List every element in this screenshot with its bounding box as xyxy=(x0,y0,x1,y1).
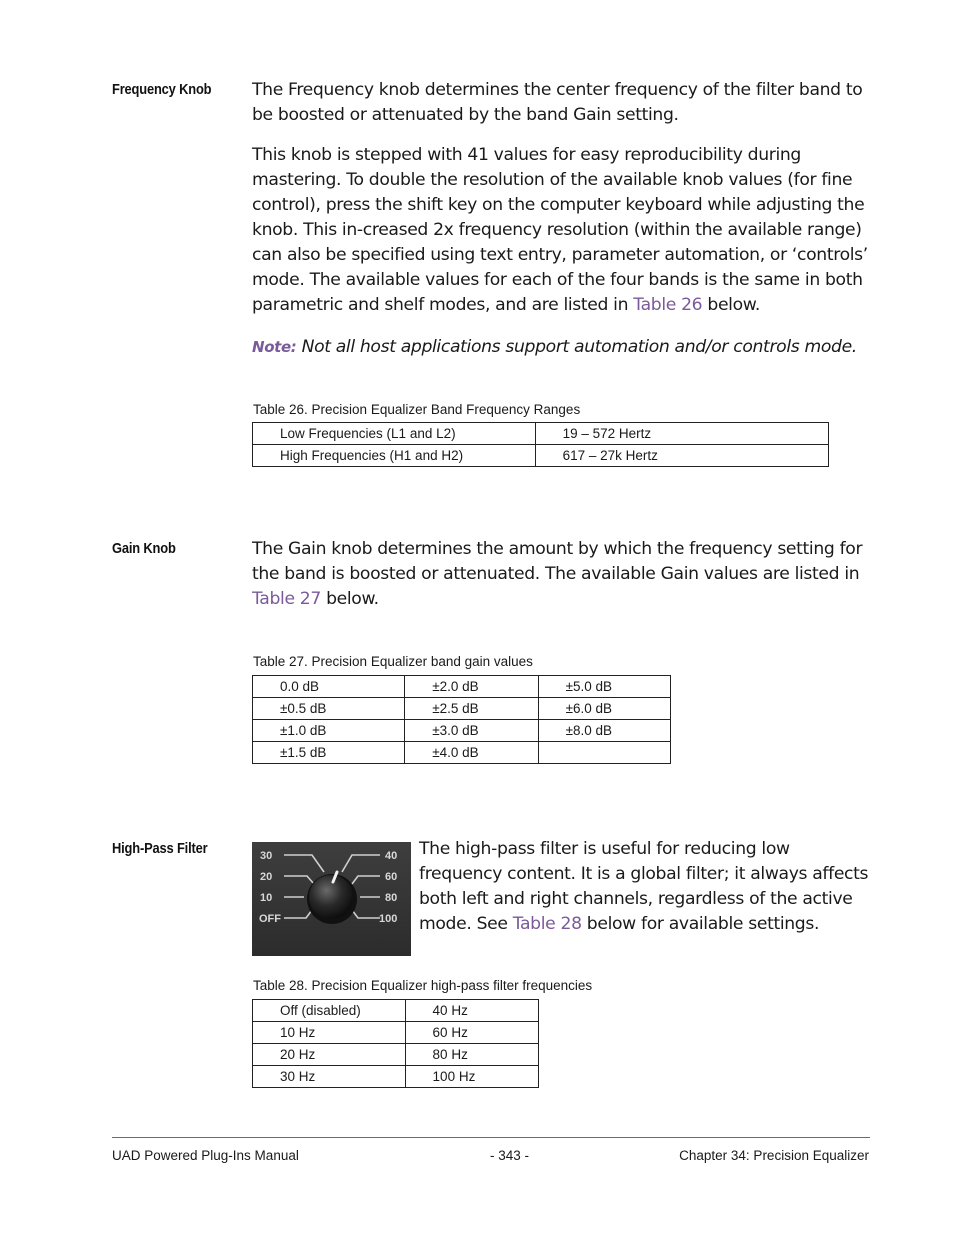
table-cell: ±6.0 dB xyxy=(538,698,670,720)
table-28 xyxy=(252,999,539,1088)
table-27 xyxy=(252,675,671,764)
frequency-para-1: The Frequency knob determines the center frequency of the filter band to be boosted or attenuated by the band Gain setting. xyxy=(252,80,863,125)
table-cell: 617 – 27k Hertz xyxy=(535,445,828,467)
gain-knob-section xyxy=(252,537,868,612)
knob-label-20: 20 xyxy=(260,871,273,883)
table-row xyxy=(253,423,829,445)
table-cell: 40 Hz xyxy=(405,1000,538,1022)
table-row xyxy=(253,1000,539,1022)
gain-para xyxy=(252,537,868,612)
high-pass-filter-heading: High-Pass Filter xyxy=(112,840,208,857)
table-row xyxy=(253,1022,539,1044)
gain-knob-heading: Gain Knob xyxy=(112,540,176,557)
table-cell: 0.0 dB xyxy=(253,676,405,698)
frequency-knob-section xyxy=(252,78,868,360)
knob-body xyxy=(309,875,353,919)
table-cell: ±1.0 dB xyxy=(253,720,405,742)
table-cell: ±1.5 dB xyxy=(253,742,405,764)
frequency-para-2-tail: below. xyxy=(702,295,760,315)
table-cell: ±0.5 dB xyxy=(253,698,405,720)
table-cell: 30 Hz xyxy=(253,1066,406,1088)
table-cell: ±5.0 dB xyxy=(538,676,670,698)
table-cell: Low Frequencies (L1 and L2) xyxy=(253,423,536,445)
table-row xyxy=(253,742,671,764)
table-cell: ±2.0 dB xyxy=(405,676,538,698)
knob-label-40: 40 xyxy=(385,850,398,862)
knob-label-30: 30 xyxy=(260,850,273,862)
table-row xyxy=(253,1066,539,1088)
table-cell: 100 Hz xyxy=(405,1066,538,1088)
frequency-note xyxy=(252,335,868,360)
table-cell: 10 Hz xyxy=(253,1022,406,1044)
table-27-link[interactable]: Table 27 xyxy=(252,589,321,609)
note-text: Not all host applications support automation and/or controls mode. xyxy=(296,337,857,357)
footer-page-number: - 343 - xyxy=(490,1148,530,1163)
gain-para-tail: below. xyxy=(320,589,379,609)
table-cell: ±4.0 dB xyxy=(405,742,538,764)
table-cell: 80 Hz xyxy=(405,1044,538,1066)
table-28-link[interactable]: Table 28 xyxy=(512,914,582,934)
table-row xyxy=(253,1044,539,1066)
table-cell xyxy=(538,742,670,764)
frequency-para-2 xyxy=(252,143,868,318)
table-28-caption: Table 28. Precision Equalizer high-pass filter frequencies xyxy=(253,978,593,993)
gain-para-text: The Gain knob determines the amount by which the frequency setting for the band is boosted or attenuated. The available Gain values are listed in xyxy=(252,539,863,584)
table-cell: ±8.0 dB xyxy=(538,720,670,742)
high-pass-knob-image xyxy=(252,842,411,956)
high-pass-section xyxy=(419,837,869,937)
table-row xyxy=(253,720,671,742)
table-cell: ±3.0 dB xyxy=(405,720,538,742)
knob-label-100: 100 xyxy=(379,913,398,925)
knob-label-60: 60 xyxy=(385,871,398,883)
table-cell: 19 – 572 Hertz xyxy=(535,423,828,445)
table-26-link[interactable]: Table 26 xyxy=(633,295,703,315)
table-row xyxy=(253,698,671,720)
table-cell: 60 Hz xyxy=(405,1022,538,1044)
knob-label-10: 10 xyxy=(260,892,273,904)
table-cell: High Frequencies (H1 and H2) xyxy=(253,445,536,467)
table-cell: Off (disabled) xyxy=(253,1000,406,1022)
note-label: Note: xyxy=(252,338,297,356)
frequency-para-2-text: This knob is stepped with 41 values for easy reproducibility during mastering. To double the resolution of the available knob values (for fine control), press the shift key on the computer keyboard while adjusting the knob. This in-creased 2x frequency resolution (within the available range) can also be specified using text entry, parameter automation, or ‘controls’ mode. The available values for each of the four bands is the same in both parametric and shelf modes, and are listed in xyxy=(252,145,868,315)
table-cell: 20 Hz xyxy=(253,1044,406,1066)
high-pass-para xyxy=(419,837,869,937)
frequency-knob-heading: Frequency Knob xyxy=(112,81,212,98)
table-26-caption: Table 26. Precision Equalizer Band Frequency Ranges xyxy=(253,402,581,417)
table-row xyxy=(253,676,671,698)
high-pass-para-tail: below for available settings. xyxy=(581,914,820,934)
table-26 xyxy=(252,422,829,467)
table-27-caption: Table 27. Precision Equalizer band gain values xyxy=(253,654,533,669)
footer-manual-title: UAD Powered Plug-Ins Manual xyxy=(112,1148,299,1163)
knob-label-off: OFF xyxy=(259,913,281,925)
table-row xyxy=(253,445,829,467)
table-cell: ±2.5 dB xyxy=(405,698,538,720)
knob-label-80: 80 xyxy=(385,892,398,904)
high-pass-para-text: The high-pass filter is useful for reducing low frequency content. It is a global filter; it always affects both left and right channels, regardless of the active mode. See xyxy=(419,839,869,934)
footer-rule xyxy=(112,1137,870,1138)
footer-chapter: Chapter 34: Precision Equalizer xyxy=(679,1148,869,1163)
